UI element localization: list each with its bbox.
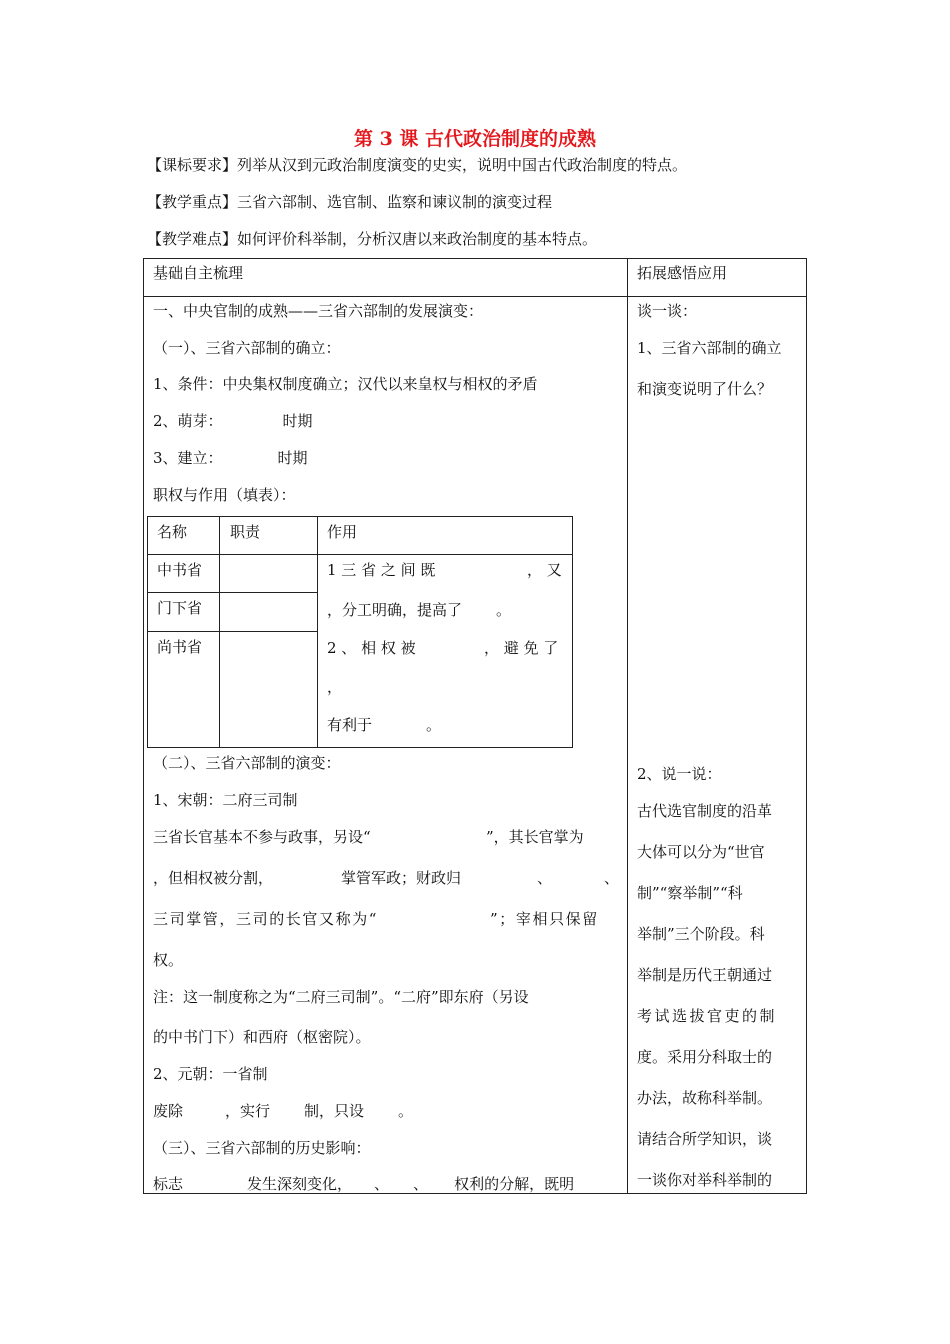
question-2-line-10: 一谈你对举科举制的 [637,1171,773,1189]
right-column-header: 拓展感悟应用 [637,264,728,282]
inner-header-role: 作用 [327,523,358,541]
inner-header-name: 名称 [157,523,188,541]
role-line-1-end: ， 又 [527,561,562,579]
row-shangshu: 尚书省 [157,638,203,656]
question-2-line-2: 大体可以分为“世官 [637,843,765,861]
role-line-5-end: 。 [426,716,442,734]
established-label: 3、建立： [153,449,223,467]
inner-header-duty: 职责 [230,523,261,541]
curriculum-standard: 【课标要求】列举从汉到元政治制度演变的史实，说明中国古代政治制度的特点。 [147,156,688,174]
role-line-1: 1 三 省 之 间 既 [327,561,436,579]
role-line-2 [327,599,511,620]
inner-row-divider [147,631,317,632]
yuan-end: 。 [398,1102,414,1120]
teaching-focus: 【教学重点】三省六部制、选官制、监察和谏议制的演变过程 [147,193,553,211]
question-2-line-4: 举制”三个阶段。科 [637,925,765,943]
note-line-1: 注：这一制度称之为“二府三司制”。“二府”即东府（另设 [153,988,529,1006]
impact-rights: 权利的分解，既明 [454,1175,575,1193]
question-2-line-1: 古代选官制度的沿革 [637,802,773,820]
question-1-line-2: 和演变说明了什么？ [637,380,773,398]
question-2-line-6: 考试选拔官吏的制 [637,1007,778,1025]
yuan-abolish: 废除 [153,1102,184,1120]
song-line-2d: 、 [604,869,620,887]
left-column-header: 基础自主梳理 [153,264,244,282]
established-line [153,447,308,468]
question-2-line-9: 请结合所学知识，谈 [637,1130,773,1148]
song-line-1: 三省长官基本不参与政事，另设“ [153,828,371,846]
subsection-heading-3: （三）、三省六部制的历史影响： [153,1139,371,1157]
role-line-3-end: ， 避 免 了 [484,639,559,657]
fill-table-label: 职权与作用（填表）： [153,486,296,504]
lesson-title: 第 3 课 古代政治制度的成熟 [353,128,597,150]
question-2-label: 2、说一说： [637,765,722,783]
discuss-label: 谈一谈： [637,302,698,320]
question-2-line-7: 度。采用分科取士的 [637,1048,773,1066]
row-menxia: 门下省 [157,599,203,617]
role-line-2-end: 。 [496,601,512,619]
song-line-1-end: ”，其长官掌为 [486,828,584,846]
condition-line: 1、条件：中央集权制度确立；汉代以来皇权与相权的矛盾 [153,375,538,393]
song-line-3: 三司掌管，三司的长官又称为“ [153,910,379,928]
subsection-heading-2: （二）、三省六部制的演变： [153,754,341,772]
song-line-2a: ，但相权被分割， [153,869,274,887]
song-line-3-end: ”；宰相只保留 [490,910,599,928]
question-2-line-8: 办法，故称科举制。 [637,1089,773,1107]
origin-label: 2、萌芽： [153,412,223,430]
header-divider [143,296,807,297]
impact-sep-1: 、 [374,1175,390,1193]
section-heading: 一、中央官制的成熟——三省六部制的发展演变： [153,302,484,320]
inner-row-divider [147,554,573,555]
question-1-line-1: 1、三省六部制的确立 [637,339,782,357]
origin-period: 时期 [282,412,313,430]
song-line-4: 权。 [153,951,184,969]
inner-divider [317,516,318,748]
role-line-5-text: 有利于 [327,716,373,734]
inner-row-divider [147,592,317,593]
role-line-3: 2 、 相 权 被 [327,639,416,657]
role-line-4: ， [327,678,343,696]
yuan-implement: ，实行 [225,1102,271,1120]
subsection-heading: （一）、三省六部制的确立： [153,339,341,357]
impact-line [153,1173,574,1194]
note-line-2: 的中书门下）和西府（枢密院）。 [153,1028,371,1046]
inner-divider [219,516,220,748]
impact-mark: 标志 [153,1175,184,1193]
established-period: 时期 [277,449,308,467]
song-line-2c: 、 [537,869,553,887]
row-zhongshu: 中书省 [157,561,203,579]
yuan-line [153,1100,413,1121]
song-line-2b: 掌管军政；财政归 [341,869,462,887]
origin-line [153,410,313,431]
role-line-2-text: ，分工明确，提高了 [327,601,463,619]
yuan-only-set: 制，只设 [304,1102,365,1120]
teaching-difficulty: 【教学难点】如何评价科举制，分析汉唐以来政治制度的基本特点。 [147,230,598,248]
question-2-line-5: 举制是历代王朝通过 [637,966,773,984]
column-divider [627,258,628,1194]
impact-sep-2: 、 [413,1175,429,1193]
song-dynasty-line: 1、宋朝：二府三司制 [153,791,298,809]
impact-change: 发生深刻变化， [247,1175,353,1193]
question-2-line-3: 制”“察举制”“科 [637,884,743,902]
yuan-dynasty-line: 2、元朝：一省制 [153,1065,268,1083]
role-line-5 [327,714,441,735]
